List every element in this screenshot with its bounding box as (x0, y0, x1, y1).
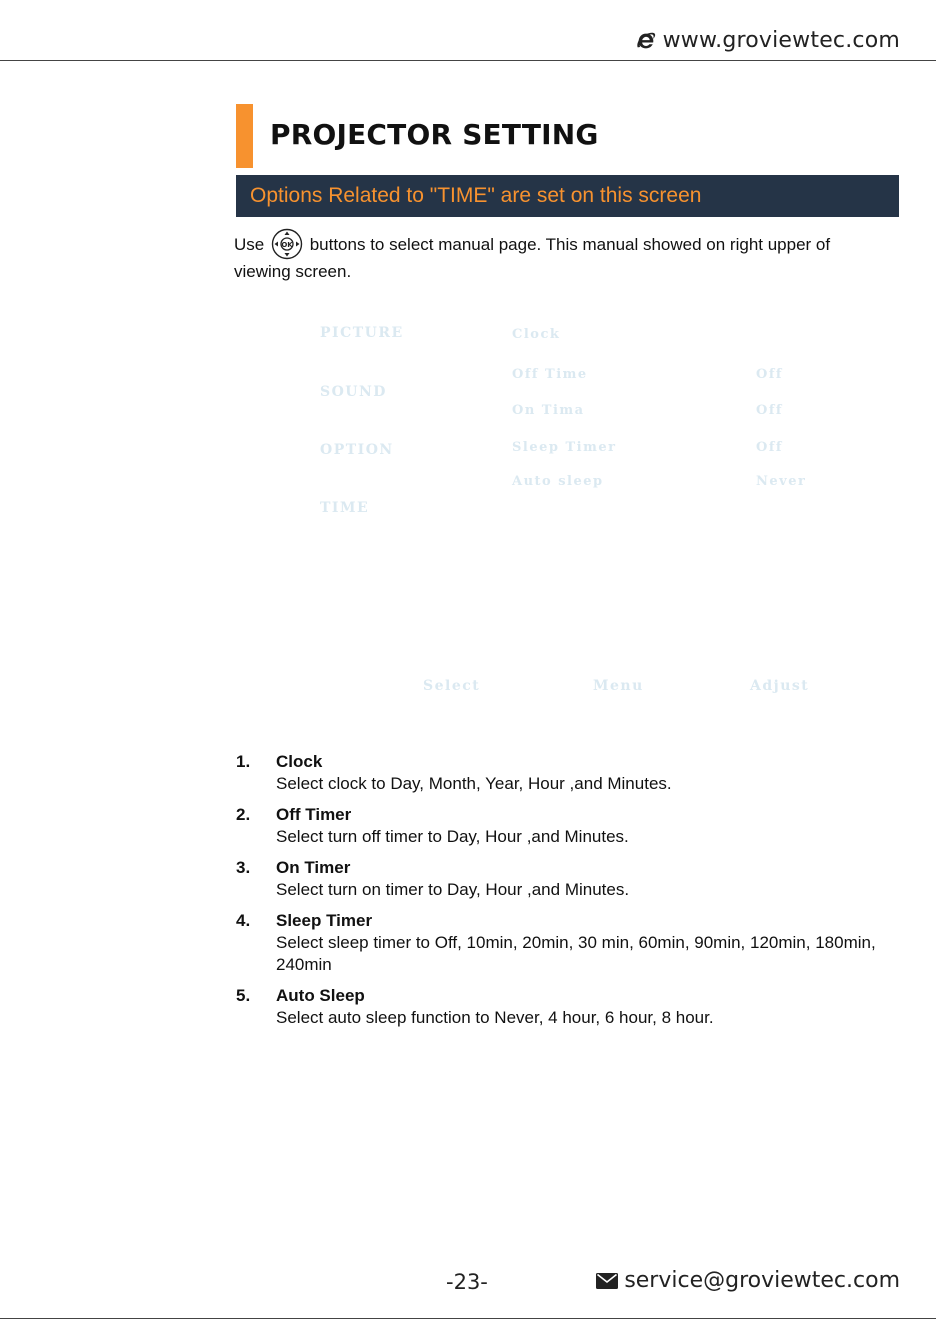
header-website (635, 28, 900, 53)
osd-footer-menu: Menu (593, 678, 644, 694)
list-item (236, 985, 896, 1029)
osd-item-on-time[interactable]: On Tima (512, 403, 585, 418)
item-description: Select turn on timer to Day, Hour ,and Minutes. (276, 880, 630, 899)
osd-tab-sound[interactable]: SOUND (320, 384, 387, 400)
page-title: PROJECTOR SETTING (270, 118, 599, 151)
directional-pad-icon (271, 228, 303, 260)
list-item (236, 804, 896, 848)
osd-value-on-time: Off (756, 403, 784, 418)
item-description: Select auto sleep function to Never, 4 hour, 6 hour, 8 hour. (276, 1008, 714, 1027)
osd-value-sleep-timer: Off (756, 440, 784, 455)
item-body (276, 985, 896, 1029)
item-description: Select sleep timer to Off, 10min, 20min, 30 min, 60min, 90min, 120min, 180min, 240min (276, 933, 876, 974)
footer-email-text[interactable]: service@groviewtec.com (624, 1268, 900, 1293)
osd-tab-time[interactable]: TIME (320, 500, 370, 516)
mail-icon (596, 1273, 618, 1289)
header-divider (0, 60, 936, 61)
intro-text-part2: buttons to select manual page. This manual showed on right upper of viewing screen. (234, 235, 831, 281)
osd-tab-option[interactable]: OPTION (320, 442, 394, 458)
svg-text:OK: OK (281, 241, 293, 249)
intro-text-part1: Use (234, 235, 265, 254)
osd-tab-picture[interactable]: PICTURE (320, 325, 404, 341)
osd-footer-select: Select (423, 678, 481, 694)
osd-value-auto-sleep: Never (756, 474, 807, 489)
osd-item-off-time[interactable]: Off Time (512, 367, 588, 382)
osd-item-sleep-timer[interactable]: Sleep Timer (512, 440, 617, 455)
item-heading: Sleep Timer (276, 911, 373, 930)
item-body (276, 804, 896, 848)
list-item (236, 857, 896, 901)
list-item (236, 751, 896, 795)
item-number: 3. (236, 858, 251, 877)
item-body (276, 857, 896, 901)
footer-email (596, 1268, 900, 1293)
settings-list (236, 751, 896, 1038)
item-heading: Auto Sleep (276, 986, 365, 1005)
intro-text (234, 228, 874, 283)
item-number: 5. (236, 986, 251, 1005)
list-item (236, 910, 896, 976)
page-number: -23- (446, 1270, 488, 1294)
osd-item-clock[interactable]: Clock (512, 327, 561, 342)
osd-item-auto-sleep[interactable]: Auto sleep (512, 474, 604, 489)
osd-value-off-time: Off (756, 367, 784, 382)
item-number: 4. (236, 911, 251, 930)
item-number: 2. (236, 805, 251, 824)
item-heading: Off Timer (276, 805, 352, 824)
item-description: Select clock to Day, Month, Year, Hour ,and Minutes. (276, 774, 672, 793)
item-number: 1. (236, 752, 251, 771)
item-heading: Clock (276, 752, 323, 771)
section-banner: Options Related to "TIME" are set on this screen (236, 175, 899, 217)
item-description: Select turn off timer to Day, Hour ,and Minutes. (276, 827, 629, 846)
item-body (276, 751, 896, 795)
item-heading: On Timer (276, 858, 351, 877)
item-body (276, 910, 896, 976)
header-url-text[interactable]: www.groviewtec.com (662, 28, 900, 53)
internet-explorer-icon (635, 30, 657, 52)
osd-footer-adjust: Adjust (750, 678, 810, 694)
footer-divider (0, 1318, 936, 1319)
title-accent-bar (236, 104, 253, 168)
